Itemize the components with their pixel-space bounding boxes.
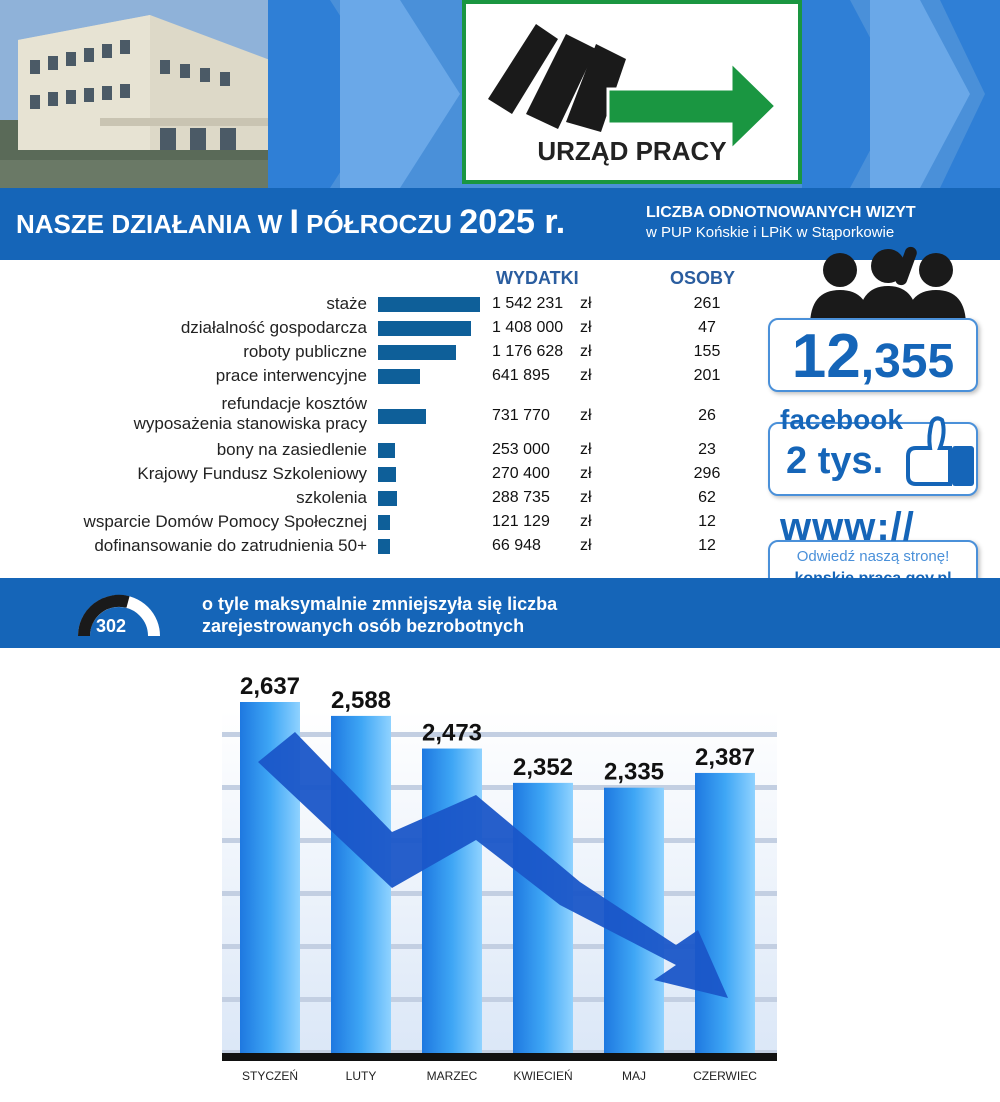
row-bar [378, 515, 390, 530]
header-banner [0, 0, 1000, 188]
title-half-number: I [289, 203, 299, 241]
people-group-icon [800, 246, 970, 326]
row-amount: 270 400 [492, 465, 550, 482]
website-invite: Odwiedź naszą stronę! [796, 548, 950, 565]
visits-count [770, 320, 976, 399]
row-currency: zł [580, 407, 592, 424]
row-persons: 26 [698, 407, 716, 424]
www-label: www:// [780, 505, 915, 549]
row-bar [378, 297, 480, 312]
row-label: refundacje kosztów [221, 394, 367, 413]
row-bar [378, 467, 396, 482]
grid-line [222, 891, 777, 896]
row-amount: 1 408 000 [492, 319, 564, 336]
row-label: prace interwencyjne [215, 366, 367, 385]
bar-value-label: 2,588 [330, 686, 392, 714]
row-currency: zł [580, 441, 592, 458]
row-currency: zł [580, 295, 592, 312]
row-amount: 288 735 [492, 489, 550, 506]
row-persons: 296 [693, 465, 721, 482]
bar-value-label: 2,352 [512, 753, 574, 781]
chart-bar [331, 716, 391, 1053]
row-currency: zł [580, 343, 592, 360]
row-label: wsparcie Domów Pomocy Społecznej [83, 512, 367, 531]
visits-subtitle: w PUP Końskie i LPiK w Stąporkowie [646, 224, 895, 241]
row-currency: zł [580, 319, 592, 336]
row-currency: zł [580, 367, 592, 384]
row-persons: 12 [698, 513, 716, 530]
row-amount: 66 948 [492, 537, 541, 554]
logo-box [462, 0, 802, 184]
category-label: MARZEC [426, 1069, 478, 1083]
category-label: MAJ [622, 1069, 646, 1083]
facebook-label: facebook [780, 404, 903, 435]
row-persons: 62 [698, 489, 716, 506]
row-amount: 253 000 [492, 441, 550, 458]
row-label: Krajowy Fundusz Szkoleniowy [137, 464, 367, 483]
row-persons: 155 [693, 343, 721, 360]
row-persons: 261 [693, 295, 721, 312]
title-year: 2025 r. [459, 203, 566, 241]
title-mid: PÓŁROCZU [306, 209, 453, 239]
bar-value-label: 2,387 [694, 743, 756, 771]
row-bar [378, 345, 456, 360]
row-label: działalność gospodarcza [180, 318, 367, 337]
office-building-image [0, 0, 268, 188]
thumbs-up-icon [900, 412, 980, 492]
visits-count-minor: ,355 [860, 335, 955, 388]
column-header-spend: WYDATKI [496, 268, 579, 288]
decrease-text-line1: o tyle maksymalnie zmniejszyła się liczba [202, 594, 558, 614]
bar-value-label: 2,473 [421, 719, 483, 747]
visits-count-card [768, 318, 978, 392]
decrease-value: 302 [96, 616, 127, 636]
chart-bar [422, 749, 482, 1053]
row-bar [378, 491, 397, 506]
row-persons: 47 [698, 319, 716, 336]
category-label: STYCZEŃ [241, 1069, 299, 1083]
row-label: bony na zasiedlenie [216, 440, 367, 459]
bar-value-label: 2,637 [239, 673, 301, 700]
decrease-text-line2: zarejestrowanych osób bezrobotnych [202, 616, 525, 636]
unemployment-chart [0, 650, 1000, 1102]
row-bar [378, 409, 426, 424]
chart-bar [695, 773, 755, 1053]
grid-line [222, 997, 777, 1002]
row-persons: 201 [693, 367, 721, 384]
row-currency: zł [580, 513, 592, 530]
row-amount: 121 129 [492, 513, 550, 530]
logo-text: URZĄD PRACY [537, 136, 727, 166]
row-label: staże [326, 294, 367, 313]
row-label: szkolenia [296, 488, 367, 507]
category-label: LUTY [345, 1069, 377, 1083]
row-persons: 23 [698, 441, 716, 458]
column-header-persons: OSOBY [670, 268, 736, 288]
row-bar [378, 443, 395, 458]
facebook-followers: 2 tys. [786, 440, 884, 482]
visits-count-major: 12 [791, 322, 861, 391]
row-amount: 1 176 628 [492, 343, 564, 360]
grid-line [222, 732, 777, 737]
row-bar [378, 539, 390, 554]
chart-baseline [222, 1053, 777, 1061]
row-bar [378, 369, 420, 384]
row-currency: zł [580, 465, 592, 482]
chart-category-labels [242, 1068, 757, 1083]
row-amount: 641 895 [492, 367, 550, 384]
row-currency: zł [580, 537, 592, 554]
chart-bar [513, 783, 573, 1053]
row-label: roboty publiczne [243, 342, 367, 361]
row-bar [378, 321, 471, 336]
row-label: dofinansowanie do zatrudnienia 50+ [94, 536, 367, 555]
row-currency: zł [580, 489, 592, 506]
category-label: KWIECIEŃ [513, 1069, 573, 1083]
category-label: CZERWIEC [693, 1069, 757, 1083]
page-title [16, 203, 565, 242]
row-amount: 731 770 [492, 407, 550, 424]
row-persons: 12 [698, 537, 716, 554]
title-prefix: NASZE DZIAŁANIA W [16, 209, 283, 239]
row-amount: 1 542 231 [492, 295, 564, 312]
row-label-line2: wyposażenia stanowiska pracy [133, 414, 367, 433]
visits-title: LICZBA ODNOTNOWANYCH WIZYT [646, 204, 916, 221]
bar-value-label: 2,335 [603, 758, 665, 786]
